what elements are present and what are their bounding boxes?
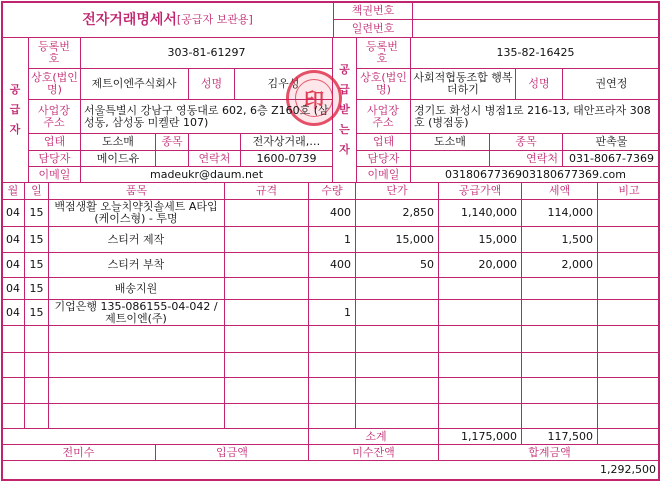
- receiver-biz-type-label: 업태: [372, 135, 395, 148]
- receiver-name-label: 성명: [528, 77, 550, 90]
- row-note: [598, 278, 660, 299]
- vline: [412, 2, 413, 37]
- receiver-contact-label: 연락처: [526, 151, 558, 165]
- supplier-reg-no: 303-81-61297: [167, 46, 246, 59]
- supplier-biz-type: 도소매: [102, 135, 134, 148]
- prev-unpaid-label: 전미수: [62, 445, 95, 459]
- receiver-email: 03180677369031806773​69.com: [445, 167, 626, 181]
- supplier-email: madeukr@daum.net: [149, 167, 264, 181]
- receiver-biz-item-label: 종목: [515, 135, 537, 148]
- grand-total-value: 1,292,500: [600, 463, 656, 476]
- row-item: 백점생활 오늘치약칫솔세트 A타입(케이스형) - 투명: [54, 200, 218, 225]
- row-day: 15: [29, 232, 44, 246]
- row-supply: [439, 300, 521, 325]
- col-header-item: 품목: [125, 184, 148, 197]
- row-tax: [522, 278, 597, 299]
- receiver-email-label: 이메일: [367, 167, 400, 181]
- supplier-address-label: 사업장주소: [38, 103, 70, 129]
- row-spec: [225, 227, 308, 252]
- row-tax: 1,500: [561, 232, 593, 246]
- supplier-side-label: 공급자: [9, 83, 21, 136]
- row-qty: 400: [330, 206, 351, 219]
- hline: [2, 403, 660, 404]
- supplier-biz-item-label: 종목: [161, 135, 183, 148]
- row-tax: 114,000: [547, 206, 593, 219]
- col-header-price: 단가: [386, 184, 408, 197]
- row-month: 04: [6, 258, 20, 271]
- subtotal-supply: 1,175,000: [461, 429, 517, 443]
- supplier-contact-label: 연락처: [198, 151, 231, 165]
- supplier-company-label: 상호(법인명): [31, 71, 78, 96]
- subtotal-label: 소계: [365, 429, 387, 443]
- grand-total-label: 합계금액: [528, 445, 571, 459]
- row-spec: [225, 278, 308, 299]
- row-price: [356, 278, 438, 299]
- row-tax: [522, 300, 597, 325]
- row-supply: 15,000: [478, 232, 517, 246]
- row-price: [356, 300, 438, 325]
- row-month: 04: [6, 232, 20, 246]
- receiver-manager: [411, 151, 489, 166]
- receiver-address-label: 사업장주소: [367, 103, 399, 129]
- receiver-biz-type: 도소매: [434, 135, 466, 148]
- deposit-value: [156, 461, 308, 479]
- row-supply: [439, 278, 521, 299]
- supplier-manager-label: 담당자: [38, 151, 71, 165]
- row-item: 스티커 부착: [107, 258, 165, 271]
- row-qty: 400: [330, 258, 351, 271]
- row-qty: 1: [344, 305, 351, 319]
- supplier-company: 제트이엔주식회사: [91, 77, 177, 90]
- col-header-tax: 세액: [548, 184, 571, 197]
- col-header-day: 일: [31, 184, 42, 197]
- serial-no-label: 일련번호: [351, 21, 395, 35]
- row-day: 15: [29, 258, 44, 271]
- prev-unpaid-value: [2, 461, 155, 479]
- row-qty: [309, 278, 355, 299]
- hline: [2, 352, 660, 353]
- supplier-reg-no-label: 등록번호: [38, 40, 70, 65]
- row-month: 04: [6, 206, 20, 219]
- col-header-note: 비고: [618, 184, 640, 197]
- supplier-contact: 1600-0739: [256, 151, 317, 165]
- supplier-email-label: 이메일: [38, 167, 71, 181]
- row-supply: 20,000: [478, 258, 517, 271]
- col-header-month: 월: [7, 184, 19, 197]
- row-price: 2,850: [402, 206, 434, 219]
- deposit-label: 입금액: [216, 445, 248, 459]
- row-item: 배송지원: [114, 281, 158, 295]
- receiver-address: 경기도 화성시 병점1로 216-13, 태안프라자 308호 (병점동): [414, 103, 651, 129]
- row-spec: [225, 200, 308, 226]
- row-price: 50: [420, 258, 434, 271]
- row-day: 15: [29, 281, 44, 295]
- book-no-label: 책권번호: [351, 3, 395, 17]
- supplier-biz-item: 전자상거래,…: [252, 135, 321, 148]
- row-note: [598, 300, 660, 325]
- supplier-biz-type-label: 업태: [43, 135, 66, 148]
- receiver-company: 사회적협동조합 행복더하기: [413, 71, 513, 96]
- receiver-contact: 031-8067-7369: [569, 151, 654, 165]
- row-note: [598, 200, 660, 226]
- hline: [2, 377, 660, 378]
- unpaid-balance-label: 미수잔액: [352, 445, 395, 459]
- vline: [48, 182, 49, 428]
- row-item: 기업은행 135-086155-04-042 / 제트이엔(주): [54, 300, 218, 325]
- subtotal-tax: 117,500: [547, 429, 593, 443]
- supplier-name: 김우성: [267, 77, 300, 90]
- receiver-side-label: 공급받는자: [339, 63, 350, 156]
- row-spec: [225, 253, 308, 277]
- supplier-manager: 메이드유: [96, 151, 140, 165]
- row-note: [598, 227, 660, 252]
- row-item: 스티커 제작: [107, 232, 165, 246]
- row-note: [598, 253, 660, 277]
- col-header-qty: 수량: [321, 184, 343, 197]
- receiver-manager-label: 담당자: [367, 151, 400, 165]
- col-header-supply: 공급가액: [458, 184, 502, 197]
- receiver-company-label: 상호(법인명): [360, 71, 407, 96]
- unpaid-balance-value: [309, 461, 438, 479]
- row-tax: 2,000: [561, 258, 593, 271]
- receiver-biz-item: 판촉물: [595, 135, 628, 148]
- row-supply: 1,140,000: [461, 206, 517, 219]
- row-month: 04: [6, 281, 20, 295]
- supplier-address: 서울특별시 강남구 영동대로 602, 6층 Z160호 (삼성동, 삼성동 미켈란 107): [84, 103, 329, 129]
- row-qty: 1: [344, 232, 351, 246]
- document-title: 전자거래명세서 [공급자 보관용]: [82, 11, 253, 28]
- supplier-name-label: 성명: [200, 77, 223, 90]
- receiver-name: 권연정: [595, 77, 628, 90]
- receiver-reg-no-label: 등록번호: [366, 40, 398, 65]
- hline: [2, 325, 660, 326]
- row-day: 15: [29, 206, 44, 219]
- row-day: 15: [29, 305, 44, 319]
- row-price: 15,000: [395, 232, 434, 246]
- row-spec: [225, 300, 308, 325]
- receiver-reg-no: 135-82-16425: [496, 46, 575, 59]
- col-header-spec: 규격: [255, 184, 278, 197]
- row-month: 04: [6, 305, 20, 319]
